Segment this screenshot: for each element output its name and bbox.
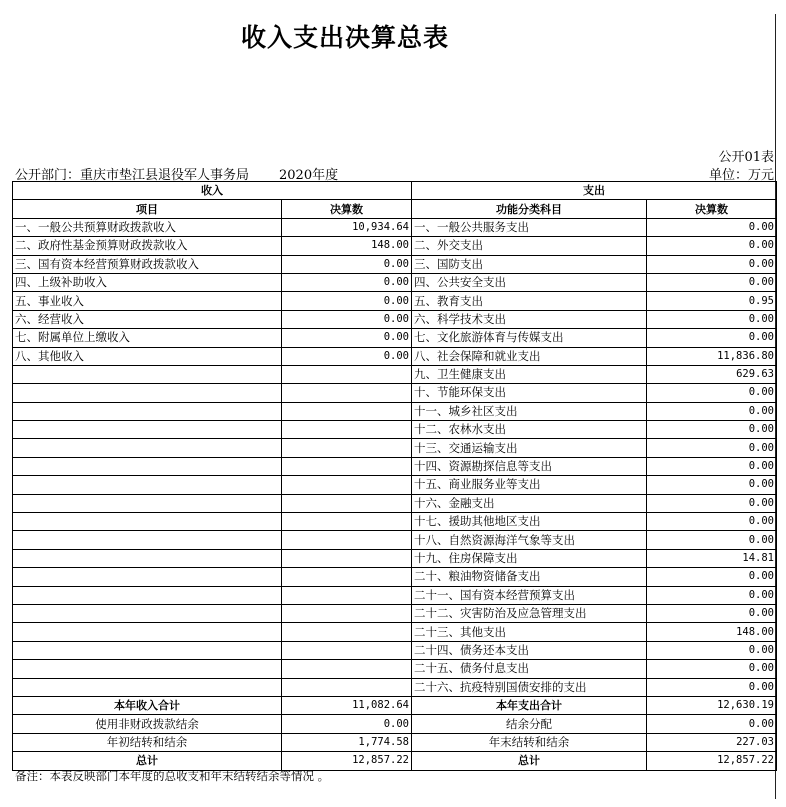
expense-item-name: 五、教育支出	[412, 292, 647, 310]
table-row	[13, 623, 777, 641]
empty-cell	[282, 641, 412, 659]
expense-item-name: 十二、农林水支出	[412, 421, 647, 439]
expense-item-name: 八、社会保障和就业支出	[412, 347, 647, 365]
expense-total-label: 本年支出合计	[412, 696, 647, 714]
expense-item-value: 0.00	[647, 476, 777, 494]
empty-cell	[282, 586, 412, 604]
expense-item-name: 七、文化旅游体育与传媒支出	[412, 329, 647, 347]
expense-item-value: 0.00	[647, 329, 777, 347]
income-section-header: 收入	[13, 182, 412, 200]
empty-cell	[13, 604, 282, 622]
table-row	[13, 641, 777, 659]
expense-item-name: 十、节能环保支出	[412, 384, 647, 402]
expense-item-name: 一、一般公共服务支出	[412, 218, 647, 236]
table-row	[13, 347, 777, 365]
income-item-name: 四、上级补助收入	[13, 273, 282, 291]
expense-item-name: 十八、自然资源海洋气象等支出	[412, 531, 647, 549]
expense-item-value: 0.00	[647, 457, 777, 475]
empty-cell	[282, 421, 412, 439]
empty-cell	[282, 384, 412, 402]
expense-item-name: 二十二、灾害防治及应急管理支出	[412, 604, 647, 622]
expense-item-value: 0.00	[647, 586, 777, 604]
income-item-value: 0.00	[282, 329, 412, 347]
empty-cell	[282, 457, 412, 475]
table-row	[13, 604, 777, 622]
income-item-value: 10,934.64	[282, 218, 412, 236]
table-row	[13, 310, 777, 328]
column-header-amount-expense: 决算数	[647, 200, 777, 218]
expense-item-name: 十七、援助其他地区支出	[412, 513, 647, 531]
page-title: 收入支出决算总表	[240, 23, 449, 52]
table-row	[13, 273, 777, 291]
expense-item-value: 0.00	[647, 237, 777, 255]
table-column-header	[13, 200, 777, 218]
empty-cell	[13, 421, 282, 439]
income-item-name: 一、一般公共预算财政拨款收入	[13, 218, 282, 236]
empty-cell	[282, 365, 412, 383]
income-item-name: 八、其他收入	[13, 347, 282, 365]
empty-cell	[282, 494, 412, 512]
expense-item-name: 二十六、抗疫特别国债安排的支出	[412, 678, 647, 696]
empty-cell	[13, 568, 282, 586]
expense-item-value: 0.00	[647, 255, 777, 273]
expense-item-name: 二十一、国有资本经营预算支出	[412, 586, 647, 604]
grand-total-label-expense: 总计	[412, 752, 647, 770]
empty-cell	[282, 604, 412, 622]
empty-cell	[282, 678, 412, 696]
empty-cell	[282, 439, 412, 457]
table-row	[13, 678, 777, 696]
table-row	[13, 513, 777, 531]
grand-total-income-value: 12,857.22	[282, 752, 412, 770]
fiscal-year: 2020年度	[279, 168, 339, 183]
expense-item-value: 0.00	[647, 678, 777, 696]
expense-item-name: 六、科学技术支出	[412, 310, 647, 328]
nonfiscal-value: 0.00	[282, 715, 412, 733]
empty-cell	[13, 402, 282, 420]
expense-item-value: 0.00	[647, 439, 777, 457]
empty-cell	[13, 678, 282, 696]
expense-item-value: 148.00	[647, 623, 777, 641]
income-item-value: 148.00	[282, 237, 412, 255]
income-item-name: 三、国有资本经营预算财政拨款收入	[13, 255, 282, 273]
table-row	[13, 476, 777, 494]
empty-cell	[13, 457, 282, 475]
expense-item-name: 十三、交通运输支出	[412, 439, 647, 457]
expense-item-value: 0.00	[647, 384, 777, 402]
table-row	[13, 402, 777, 420]
end-balance-value: 227.03	[647, 733, 777, 751]
empty-cell	[13, 365, 282, 383]
distribution-label: 结余分配	[412, 715, 647, 733]
expense-item-value: 0.00	[647, 421, 777, 439]
expense-section-header: 支出	[412, 182, 777, 200]
expense-item-name: 二十四、债务还本支出	[412, 641, 647, 659]
table-group-header	[13, 182, 777, 200]
table-row	[13, 365, 777, 383]
table-row-nonfiscal	[13, 715, 777, 733]
table-row	[13, 586, 777, 604]
empty-cell	[13, 623, 282, 641]
table-row	[13, 237, 777, 255]
column-header-item: 项目	[13, 200, 282, 218]
income-item-value: 0.00	[282, 310, 412, 328]
expense-item-name: 二十三、其他支出	[412, 623, 647, 641]
table-row	[13, 329, 777, 347]
income-item-name: 六、经营收入	[13, 310, 282, 328]
income-item-value: 0.00	[282, 273, 412, 291]
expense-item-name: 十九、住房保障支出	[412, 549, 647, 567]
expense-item-value: 14.81	[647, 549, 777, 567]
income-item-value: 0.00	[282, 255, 412, 273]
empty-cell	[13, 439, 282, 457]
expense-item-value: 0.00	[647, 604, 777, 622]
table-row	[13, 568, 777, 586]
income-item-value: 0.00	[282, 347, 412, 365]
table-row	[13, 439, 777, 457]
unit-label: 单位：万元	[708, 168, 774, 183]
income-total-label: 本年收入合计	[13, 696, 282, 714]
expense-item-name: 二十、粮油物资储备支出	[412, 568, 647, 586]
expense-item-value: 0.00	[647, 568, 777, 586]
expense-item-value: 0.00	[647, 494, 777, 512]
column-header-function: 功能分类科目	[412, 200, 647, 218]
income-total-value: 11,082.64	[282, 696, 412, 714]
empty-cell	[282, 549, 412, 567]
empty-cell	[13, 586, 282, 604]
income-item-name: 七、附属单位上缴收入	[13, 329, 282, 347]
table-row	[13, 255, 777, 273]
expense-item-name: 四、公共安全支出	[412, 273, 647, 291]
expense-item-name: 二、外交支出	[412, 237, 647, 255]
table-row	[13, 384, 777, 402]
expense-item-value: 0.00	[647, 273, 777, 291]
footnote: 备注：本表反映部门本年度的总收支和年末结转结余等情况 。	[15, 769, 330, 783]
empty-cell	[282, 660, 412, 678]
expense-item-value: 0.00	[647, 531, 777, 549]
expense-item-value: 0.00	[647, 660, 777, 678]
expense-item-name: 十四、资源勘探信息等支出	[412, 457, 647, 475]
table-row	[13, 660, 777, 678]
table-row	[13, 457, 777, 475]
table-row	[13, 421, 777, 439]
grand-total-expense-value: 12,857.22	[647, 752, 777, 770]
empty-cell	[13, 531, 282, 549]
empty-cell	[13, 641, 282, 659]
table-row-total	[13, 696, 777, 714]
expense-item-value: 0.00	[647, 310, 777, 328]
empty-cell	[282, 402, 412, 420]
table-row	[13, 218, 777, 236]
table-row-carryover	[13, 733, 777, 751]
table-row	[13, 292, 777, 310]
distribution-value: 0.00	[647, 715, 777, 733]
form-number: 公开01表	[718, 150, 774, 165]
expense-item-value: 0.00	[647, 218, 777, 236]
expense-item-value: 0.00	[647, 402, 777, 420]
expense-item-name: 三、国防支出	[412, 255, 647, 273]
nonfiscal-label: 使用非财政拨款结余	[13, 715, 282, 733]
empty-cell	[13, 513, 282, 531]
empty-cell	[282, 568, 412, 586]
income-item-name: 二、政府性基金预算财政拨款收入	[13, 237, 282, 255]
end-balance-label: 年末结转和结余	[412, 733, 647, 751]
empty-cell	[13, 476, 282, 494]
expense-total-value: 12,630.19	[647, 696, 777, 714]
expense-item-value: 11,836.80	[647, 347, 777, 365]
expense-item-name: 十五、商业服务业等支出	[412, 476, 647, 494]
expense-item-value: 0.00	[647, 513, 777, 531]
empty-cell	[13, 384, 282, 402]
budget-summary-table	[12, 181, 777, 771]
empty-cell	[282, 513, 412, 531]
column-header-amount: 决算数	[282, 200, 412, 218]
expense-item-name: 二十五、债务付息支出	[412, 660, 647, 678]
table-row	[13, 549, 777, 567]
table-row	[13, 531, 777, 549]
expense-item-name: 九、卫生健康支出	[412, 365, 647, 383]
empty-cell	[282, 623, 412, 641]
empty-cell	[13, 494, 282, 512]
empty-cell	[13, 549, 282, 567]
expense-item-value: 0.95	[647, 292, 777, 310]
expense-item-name: 十一、城乡社区支出	[412, 402, 647, 420]
expense-item-value: 0.00	[647, 641, 777, 659]
empty-cell	[13, 660, 282, 678]
begin-balance-value: 1,774.58	[282, 733, 412, 751]
begin-balance-label: 年初结转和结余	[13, 733, 282, 751]
empty-cell	[282, 476, 412, 494]
income-item-name: 五、事业收入	[13, 292, 282, 310]
table-row	[13, 494, 777, 512]
expense-item-value: 629.63	[647, 365, 777, 383]
expense-item-name: 十六、金融支出	[412, 494, 647, 512]
empty-cell	[282, 531, 412, 549]
department-label: 公开部门：重庆市垫江县退役军人事务局	[15, 168, 250, 183]
income-item-value: 0.00	[282, 292, 412, 310]
grand-total-label-income: 总计	[13, 752, 282, 770]
